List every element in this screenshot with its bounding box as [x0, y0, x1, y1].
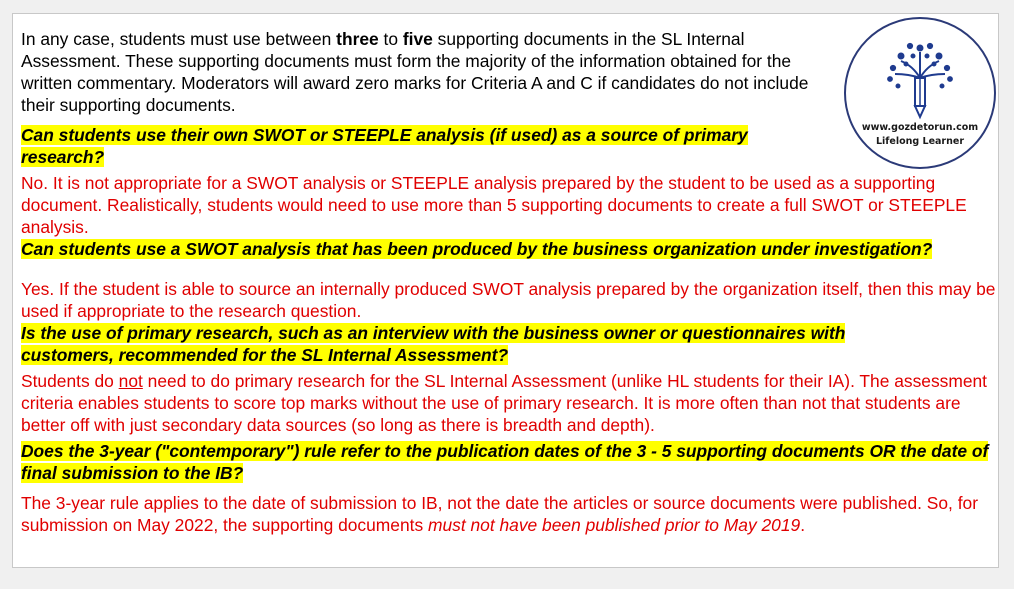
answer-3 [21, 370, 996, 436]
logo-tagline: Lifelong Learner [875, 136, 965, 147]
question-text: Does the 3-year ("contemporary") rule refer to the publication dates of the 3 - 5 supporting documents OR the date of final submission to the IB? [21, 441, 989, 483]
question-3 [21, 322, 911, 366]
question-2 [21, 238, 996, 260]
question-text: Is the use of primary research, such as an interview with the business owner or questionnaires with customers, recommended for the SL Internal Assessment? [21, 323, 846, 365]
answer-italic: must not have been published prior to May 2019 [427, 515, 801, 535]
document-page [12, 13, 999, 568]
logo-url: www.gozdetorun.com [861, 122, 979, 133]
answer-text: . [800, 515, 806, 535]
answer-text: Students do [21, 371, 119, 391]
answer-1: No. It is not appropriate for a SWOT analysis or STEEPLE analysis prepared by the student to be used as a supporting document. Realistically, students would need to use more than 5 supporting documents to create a full SWOT or STEEPLE analysis. [21, 173, 967, 237]
intro-text: supporting documents in the SL Internal Assessment. These supporting documents must form the majority of the information obtained for the written commentary. Moderators will award zero marks for Criteria A and C if candidates do not include their supporting documents. [21, 29, 809, 115]
question-1 [21, 124, 811, 168]
answer-2: Yes. If the student is able to source an internally produced SWOT analysis prepared by the organization itself, then this may be used if appropriate to the research question. [21, 279, 996, 321]
question-text: Can students use a SWOT analysis that has been produced by the business organization under investigation? [21, 239, 933, 259]
question-4 [21, 440, 996, 484]
intro-text: In any case, students must use between [21, 29, 337, 49]
intro-paragraph [21, 28, 833, 116]
underlined-not: not [118, 371, 143, 391]
gozdetorun-logo [843, 16, 997, 170]
intro-bold-five: five [402, 29, 433, 49]
intro-text: to [378, 29, 403, 49]
answer-4 [21, 492, 996, 536]
intro-bold-three: three [336, 29, 379, 49]
answer-text: The 3-year rule applies to the date of submission to IB, not the date the articles or source documents were published. So, for submission on May 2022, the supporting documents [21, 493, 979, 535]
answer-text: need to do primary research for the SL Internal Assessment (unlike HL students for their IA). The assessment criteria enables students to score top marks without the use of primary research. It is more often than not that students are better off with just secondary data sources (so long as there is breadth and depth). [21, 371, 988, 435]
question-text: Can students use their own SWOT or STEEPLE analysis (if used) as a source of primary research? [21, 125, 748, 167]
